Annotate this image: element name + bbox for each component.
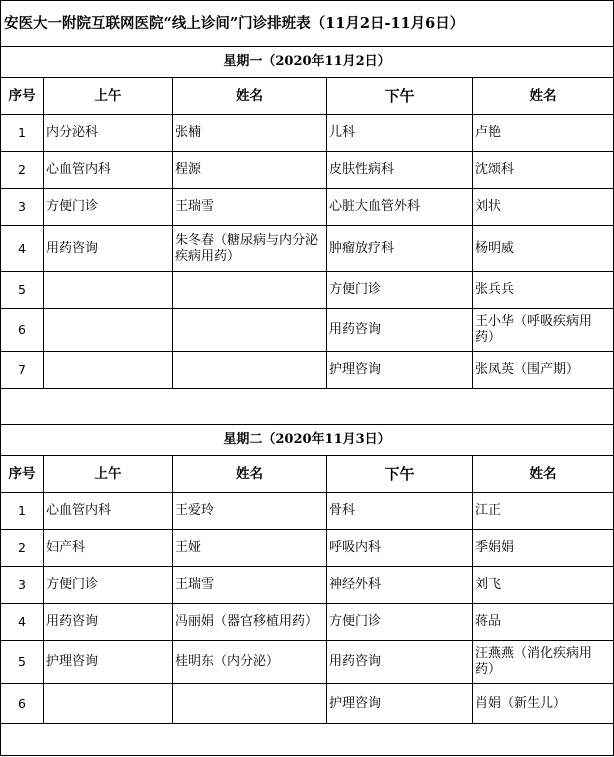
table-row <box>1 493 614 530</box>
row-index: 2 <box>1 152 44 189</box>
spacer-row <box>1 724 614 756</box>
afternoon-doctor: 江正 <box>473 493 614 530</box>
row-index: 1 <box>1 493 44 530</box>
afternoon-department: 护理咨询 <box>327 684 473 724</box>
row-index: 4 <box>1 226 44 272</box>
afternoon-department: 呼吸内科 <box>327 530 473 567</box>
morning-doctor: 程源 <box>173 152 327 189</box>
morning-doctor: 冯丽娟（器官移植用药） <box>173 604 327 641</box>
header-index: 序号 <box>1 78 44 115</box>
morning-doctor <box>173 309 327 352</box>
afternoon-department: 心脏大血管外科 <box>327 189 473 226</box>
table-row <box>1 567 614 604</box>
header-afternoon-name: 姓名 <box>473 456 614 493</box>
afternoon-doctor: 季娟娟 <box>473 530 614 567</box>
morning-department: 方便门诊 <box>44 189 173 226</box>
morning-department: 心血管内科 <box>44 152 173 189</box>
afternoon-doctor: 蒋品 <box>473 604 614 641</box>
day-heading: 星期一（2020年11月2日） <box>1 47 614 78</box>
morning-doctor: 桂明东（内分泌） <box>173 641 327 684</box>
morning-department <box>44 272 173 309</box>
morning-department <box>44 352 173 389</box>
table-row <box>1 641 614 684</box>
header-index: 序号 <box>1 456 44 493</box>
spacer-cell <box>1 724 614 756</box>
afternoon-doctor: 刘飞 <box>473 567 614 604</box>
header-morning-name: 姓名 <box>173 456 327 493</box>
morning-department: 用药咨询 <box>44 604 173 641</box>
header-morning-name: 姓名 <box>173 78 327 115</box>
table-row <box>1 604 614 641</box>
morning-doctor: 王瑞雪 <box>173 567 327 604</box>
morning-department <box>44 684 173 724</box>
morning-department: 用药咨询 <box>44 226 173 272</box>
table-row <box>1 530 614 567</box>
header-morning: 上午 <box>44 78 173 115</box>
morning-doctor: 张楠 <box>173 115 327 152</box>
morning-department: 护理咨询 <box>44 641 173 684</box>
afternoon-department: 护理咨询 <box>327 352 473 389</box>
row-index: 7 <box>1 352 44 389</box>
table-row <box>1 272 614 309</box>
afternoon-doctor: 肖娟（新生儿） <box>473 684 614 724</box>
header-afternoon: 下午 <box>327 78 473 115</box>
table-row <box>1 152 614 189</box>
morning-department: 心血管内科 <box>44 493 173 530</box>
day-heading-row <box>1 425 614 456</box>
header-afternoon-name: 姓名 <box>473 78 614 115</box>
morning-department: 妇产科 <box>44 530 173 567</box>
afternoon-department: 神经外科 <box>327 567 473 604</box>
row-index: 4 <box>1 604 44 641</box>
table-row <box>1 189 614 226</box>
afternoon-department: 方便门诊 <box>327 604 473 641</box>
afternoon-department: 用药咨询 <box>327 641 473 684</box>
morning-doctor <box>173 352 327 389</box>
afternoon-department: 皮肤性病科 <box>327 152 473 189</box>
afternoon-doctor: 张凤英（围产期） <box>473 352 614 389</box>
table-row <box>1 309 614 352</box>
morning-department <box>44 309 173 352</box>
table-row <box>1 115 614 152</box>
spacer-row <box>1 389 614 425</box>
column-header-row <box>1 456 614 493</box>
afternoon-doctor: 汪燕燕（消化疾病用药） <box>473 641 614 684</box>
column-header-row <box>1 78 614 115</box>
morning-doctor: 王娅 <box>173 530 327 567</box>
row-index: 2 <box>1 530 44 567</box>
morning-doctor: 朱冬春（糖尿病与内分泌疾病用药） <box>173 226 327 272</box>
afternoon-department: 骨科 <box>327 493 473 530</box>
afternoon-department: 方便门诊 <box>327 272 473 309</box>
afternoon-doctor: 卢艳 <box>473 115 614 152</box>
day-heading: 星期二（2020年11月3日） <box>1 425 614 456</box>
morning-doctor <box>173 272 327 309</box>
morning-doctor: 王爱玲 <box>173 493 327 530</box>
table-row <box>1 226 614 272</box>
row-index: 5 <box>1 641 44 684</box>
row-index: 1 <box>1 115 44 152</box>
afternoon-department: 用药咨询 <box>327 309 473 352</box>
table-row <box>1 352 614 389</box>
afternoon-department: 儿科 <box>327 115 473 152</box>
morning-department: 方便门诊 <box>44 567 173 604</box>
day-heading-row <box>1 47 614 78</box>
header-morning: 上午 <box>44 456 173 493</box>
table-row <box>1 684 614 724</box>
spacer-cell <box>1 389 614 425</box>
afternoon-doctor: 刘状 <box>473 189 614 226</box>
afternoon-department: 肿瘤放疗科 <box>327 226 473 272</box>
row-index: 3 <box>1 189 44 226</box>
header-afternoon: 下午 <box>327 456 473 493</box>
row-index: 6 <box>1 309 44 352</box>
row-index: 6 <box>1 684 44 724</box>
page-title: 安医大一附院互联网医院“线上诊间”门诊排班表（11月2日-11月6日） <box>1 1 614 47</box>
morning-doctor <box>173 684 327 724</box>
afternoon-doctor: 沈颂科 <box>473 152 614 189</box>
row-index: 5 <box>1 272 44 309</box>
morning-doctor: 王瑞雪 <box>173 189 327 226</box>
morning-department: 内分泌科 <box>44 115 173 152</box>
afternoon-doctor: 张兵兵 <box>473 272 614 309</box>
row-index: 3 <box>1 567 44 604</box>
afternoon-doctor: 杨明威 <box>473 226 614 272</box>
title-row <box>1 1 614 47</box>
afternoon-doctor: 王小华（呼吸疾病用药） <box>473 309 614 352</box>
